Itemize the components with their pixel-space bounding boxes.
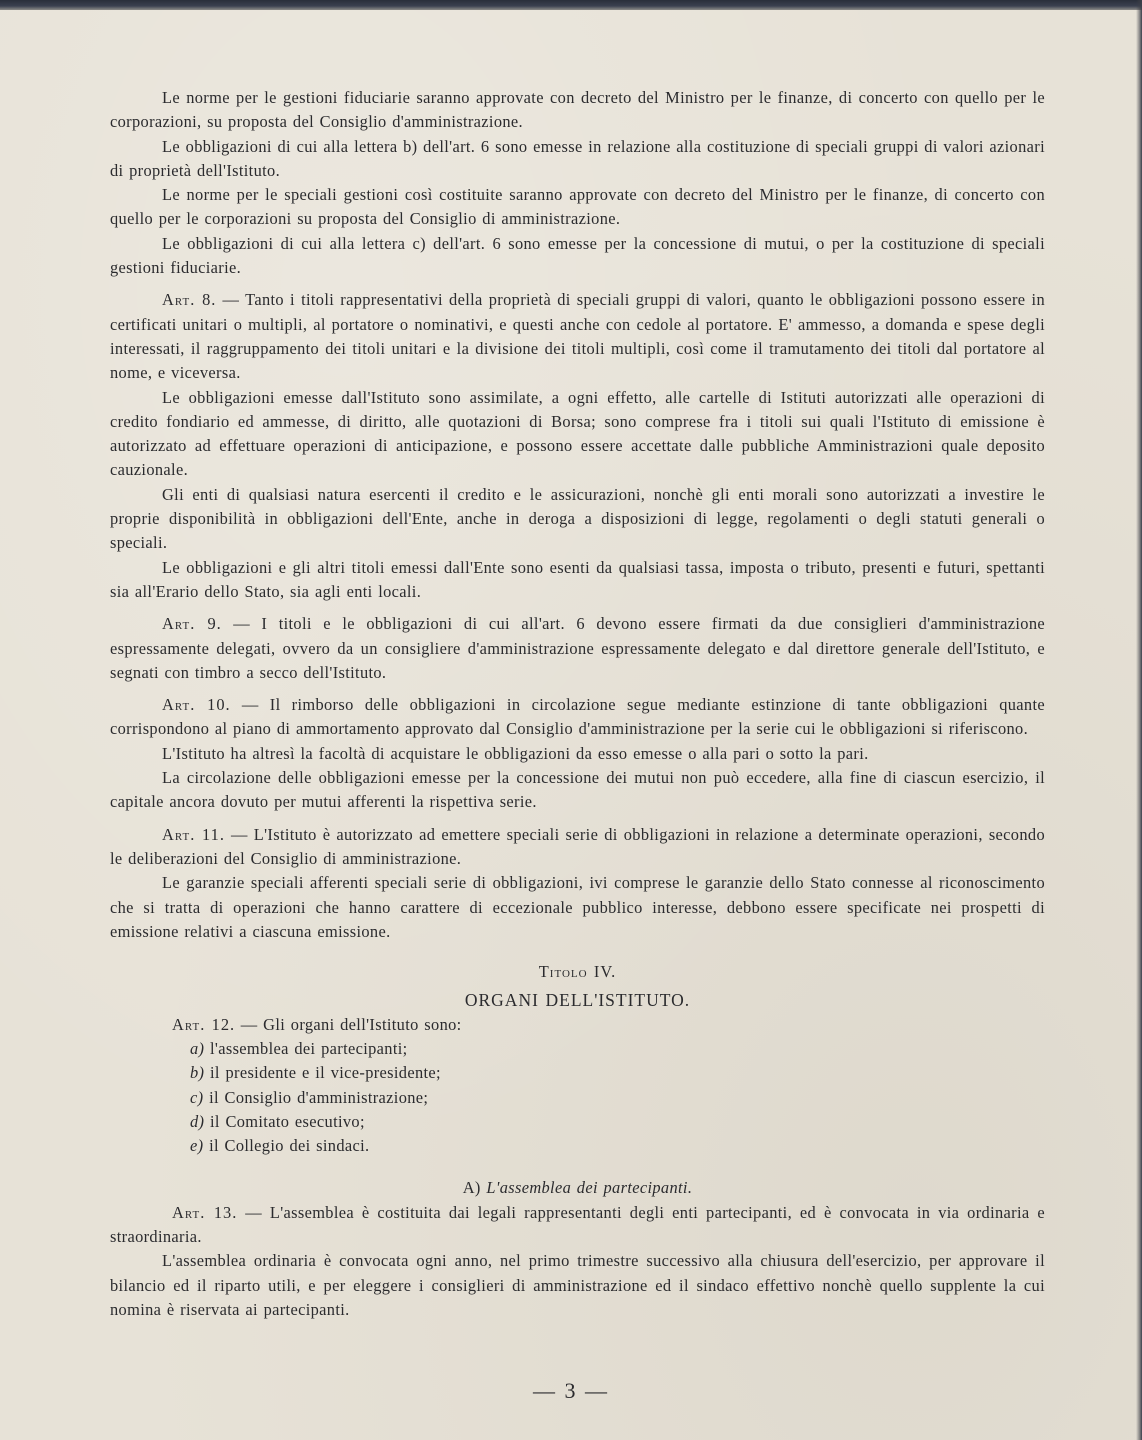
article-label: Art. 8. — [162, 290, 217, 310]
paragraph: Le obbligazioni e gli altri titoli emessi dall'Ente sono esenti da qualsiasi tassa, imposta o tributo, presenti e futuri, spettanti sia all'Erario dello Stato, sia agli enti locali. — [110, 557, 1045, 601]
paragraph: Gli enti di qualsiasi natura esercenti il credito e le assicurazioni, nonchè gli enti morali sono autorizzati a investire le proprie disponibilità in obbligazioni dell'Ente, anche in deroga a disposizioni di legge, regolamenti o degli statuti generali o speciali. — [110, 484, 1045, 553]
list-letter: a) — [190, 1038, 205, 1058]
article-text: — Gli organi dell'Istituto sono: — [235, 1014, 462, 1034]
subsection-title: L'assemblea dei partecipanti. — [486, 1178, 693, 1198]
article-text: — L'Istituto è autorizzato ad emettere speciali serie di obbligazioni in relazione a determinate operazioni, secondo le deliberazioni del Consiglio di amministrazione. — [110, 824, 1045, 868]
organs-list — [110, 1037, 1045, 1158]
paragraph: Le garanzie speciali afferenti speciali serie di obbligazioni, ivi comprese le garanzie dello Stato connesse al riconoscimento che si tratta di operazioni che hanno carattere di eccezionale pubblico interesse, debbono essere specificate nei prospetti di emissione relativi a ciascuna emissione. — [110, 873, 1045, 941]
title-heading: Titolo IV. — [538, 962, 617, 982]
article-label: Art. 11. — [162, 824, 225, 844]
article-text: — I titoli e le obbligazioni di cui all'art. 6 devono essere firmati da due consiglieri d'amministrazione espressamente delegati, ovvero da un consigliere d'amministrazione espressamente delegato e dal direttore generale dell'Istituto, e segnati con timbro a secco dell'Istituto. — [110, 614, 1046, 682]
paragraph: Le norme per le gestioni fiduciarie saranno approvate con decreto del Ministro per le finanze, di concerto con quello per le corporazioni, su proposta del Consiglio d'amministrazione. — [110, 88, 1045, 132]
article-label: Art. 12. — [172, 1014, 236, 1034]
article-label: Art. 13. — [172, 1202, 238, 1222]
subsection-heading — [110, 1176, 1045, 1200]
paragraph: Le norme per le speciali gestioni così costituite saranno approvate con decreto del Ministro per le finanze, di concerto con quello per le corporazioni su proposta del Consiglio di amministrazione. — [110, 185, 1045, 229]
article-8 — [110, 288, 1045, 385]
subsection-letter: A) — [462, 1178, 481, 1198]
scan-top-edge — [0, 0, 1142, 10]
article-text: — Tanto i titoli rappresentativi della proprietà di speciali gruppi di valori, quanto le obbligazioni possono essere in certificati unitari o multipli, al portatore o nominativi, e questi anche con cedole al portatore. E' ammesso, a domanda e spese degli interessati, il raggruppamento dei titoli unitari e la divisione dei titoli multipli, così come il tramutamento dei titoli dal portatore al nome, e viceversa. — [110, 290, 1046, 383]
article-label: Art. 9. — [162, 614, 222, 634]
list-letter: c) — [190, 1087, 204, 1107]
paragraph: Le obbligazioni di cui alla lettera c) dell'art. 6 sono emesse per la concessione di mutui, o per la costituzione di speciali gestioni fiduciarie. — [110, 233, 1045, 278]
list-text: il presidente e il vice-presidente; — [204, 1063, 441, 1083]
list-text: il Comitato esecutivo; — [204, 1111, 365, 1131]
article-13 — [110, 1201, 1045, 1250]
page-number: — 3 — — [533, 1378, 609, 1403]
list-item — [190, 1061, 1045, 1085]
paragraph: Le obbligazioni di cui alla lettera b) dell'art. 6 sono emesse in relazione alla costituzione di speciali gruppi di valori azionari di proprietà dell'Istituto. — [110, 136, 1045, 180]
list-letter: e) — [190, 1136, 204, 1156]
article-12 — [110, 1013, 1045, 1037]
paragraph: L'Istituto ha altresì la facoltà di acquistare le obbligazioni da esso emesse o alla pari o sotto la pari. — [162, 743, 869, 763]
list-item — [190, 1037, 1045, 1061]
section-heading: ORGANI DELL'ISTITUTO. — [464, 990, 691, 1011]
article-11 — [110, 823, 1045, 872]
list-item — [190, 1086, 1045, 1110]
article-9 — [110, 612, 1045, 685]
paragraph: Le obbligazioni emesse dall'Istituto sono assimilate, a ogni effetto, alle cartelle di Istituti autorizzati alle operazioni di credito fondiario ed ammesse, di diritto, alle quotazioni di Borsa; sono comprese fra i titoli sui quali l'Istituto di emissione è autorizzato ad effettuare operazioni di anticipazione, e possono essere accettate dalle pubbliche Amministrazioni quale deposito cauzionale. — [110, 387, 1045, 480]
article-text: — Il rimborso delle obbligazioni in circolazione segue mediante estinzione di tante obbligazioni quante corrispondono al piano di ammortamento approvato dal Consiglio d'amministrazione per la serie cui le obbligazioni si riferiscono. — [110, 695, 1045, 739]
document-body — [110, 86, 1045, 1322]
article-10 — [110, 693, 1045, 742]
list-text: il Collegio dei sindaci. — [203, 1136, 370, 1156]
paragraph: La circolazione delle obbligazioni emesse per la concessione dei mutui non può eccedere, alla fine di ciascun esercizio, il capitale ancora dovuto per mutui afferenti la rispettiva serie. — [110, 768, 1045, 812]
scan-right-edge — [1136, 0, 1142, 1440]
list-item — [190, 1134, 1045, 1158]
list-letter: b) — [190, 1063, 205, 1083]
article-text: — L'assemblea è costituita dai legali rappresentanti degli enti partecipanti, ed è convocata in via ordinaria e straordinaria. — [110, 1202, 1045, 1247]
list-letter: d) — [190, 1111, 205, 1131]
list-text: il Consiglio d'amministrazione; — [203, 1087, 429, 1107]
paragraph: L'assemblea ordinaria è convocata ogni anno, nel primo trimestre successivo alla chiusura dell'esercizio, per approvare il bilancio ed il riparto utili, e per eleggere i consiglieri di amministrazione ed il sindaco effettivo nonchè quello supplente la cui nomina è riservata ai partecipanti. — [110, 1251, 1045, 1319]
list-item — [190, 1110, 1045, 1134]
list-text: l'assemblea dei partecipanti; — [204, 1038, 408, 1058]
article-label: Art. 10. — [162, 695, 231, 715]
